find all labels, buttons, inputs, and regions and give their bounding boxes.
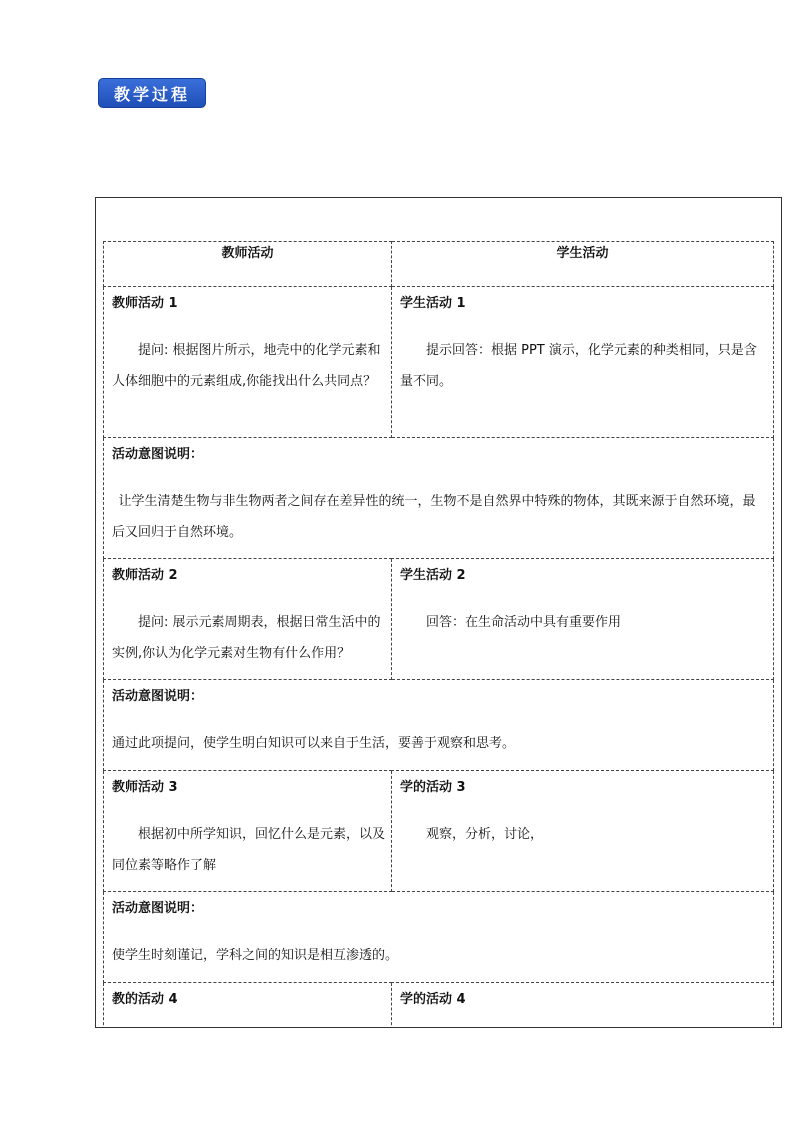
header-student: 学生活动 xyxy=(392,242,774,287)
teacher-activity-label: 教师活动 3 xyxy=(112,780,178,795)
teacher-activity-text: 提问: 根据图片所示，地壳中的化学元素和人体细胞中的元素组成,你能找出什么共同点？ xyxy=(112,343,381,389)
intent-label: 活动意图说明： xyxy=(112,447,204,462)
table-header-row xyxy=(104,242,774,287)
student-activity-text: 提示回答：根据 PPT 演示，化学元素的种类相同，只是含量不同。 xyxy=(400,343,757,389)
intent-text: 让学生清楚生物与非生物两者之间存在差异性的统一，生物不是自然界中特殊的物体，其既来源于自然环境，最后又回归于自然环境。 xyxy=(112,494,756,540)
teacher-activity-label: 教师活动 2 xyxy=(112,568,178,583)
teacher-activity-label: 教的活动 4 xyxy=(112,992,178,1007)
student-activity-label: 学生活动 1 xyxy=(400,296,466,311)
intent-label: 活动意图说明： xyxy=(112,689,204,704)
student-activity-label: 学生活动 2 xyxy=(400,568,466,583)
student-activity-label: 学的活动 3 xyxy=(400,780,466,795)
header-teacher: 教师活动 xyxy=(104,242,392,287)
activity-table xyxy=(103,241,774,1028)
lesson-frame xyxy=(95,197,782,1028)
intent-text: 使学生时刻谨记，学科之间的知识是相互渗透的。 xyxy=(112,948,399,963)
table-row xyxy=(104,287,774,438)
section-badge: 教学过程 xyxy=(98,78,206,108)
teacher-activity-label: 教师活动 1 xyxy=(112,296,178,311)
student-activity-text: 回答：在生命活动中具有重要作用 xyxy=(426,615,622,630)
table-row xyxy=(104,438,774,559)
intent-text: 通过此项提问，使学生明白知识可以来自于生活，要善于观察和思考。 xyxy=(112,736,516,751)
intent-label: 活动意图说明： xyxy=(112,901,204,916)
table-row xyxy=(104,680,774,771)
student-activity-text: 观察，分析，讨论， xyxy=(426,827,544,842)
table-row xyxy=(104,892,774,983)
table-row xyxy=(104,983,774,1029)
teacher-activity-text: 提问: 展示元素周期表，根据日常生活中的实例,你认为化学元素对生物有什么作用？ xyxy=(112,615,381,661)
table-row xyxy=(104,559,774,680)
table-row xyxy=(104,771,774,892)
student-activity-label: 学的活动 4 xyxy=(400,992,466,1007)
teacher-activity-text: 根据初中所学知识，回忆什么是元素，以及同位素等略作了解 xyxy=(112,827,386,873)
